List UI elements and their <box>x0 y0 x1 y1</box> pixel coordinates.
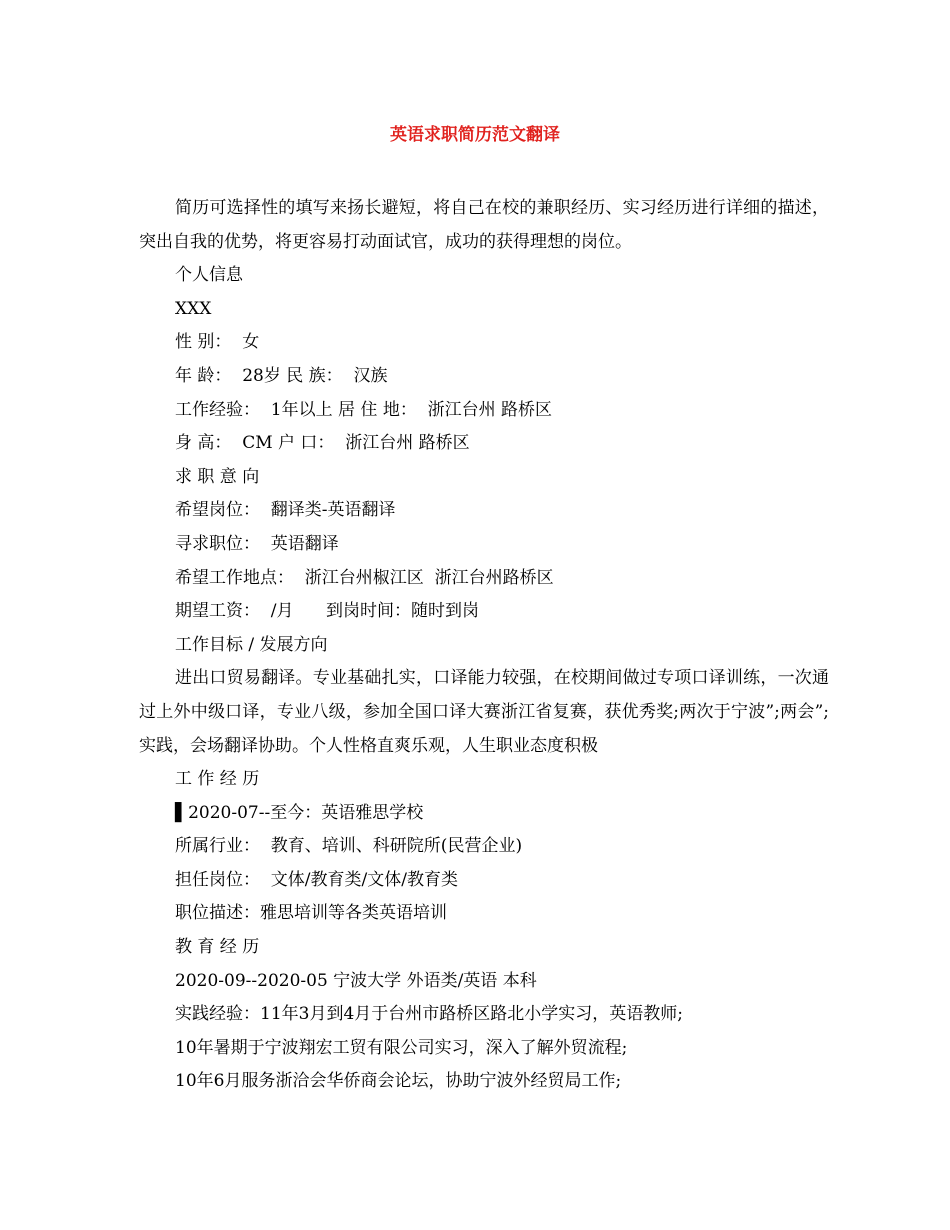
intro-paragraph: 简历可选择性的填写来扬长避短，将自己在校的兼职经历、实习经历进行详细的描述，突出自我的优势，将更容易打动面试官，成功的获得理想的岗位。 <box>139 198 829 252</box>
age-line: 年 龄： 28岁 民 族： 汉族 <box>175 365 388 386</box>
practice-line-2: 10年暑期于宁波翔宏工贸有限公司实习，深入了解外贸流程; <box>175 1037 628 1058</box>
name-line: XXX <box>175 298 212 319</box>
personal-info-heading: 个人信息 <box>175 265 243 286</box>
gender-line: 性 别： 女 <box>175 332 260 353</box>
job-line: ▌2020-07--至今：英语雅思学校 <box>175 802 424 823</box>
location-line: 希望工作地点： 浙江台州椒江区 浙江台州路桥区 <box>175 567 554 588</box>
goal-paragraph: 进出口贸易翻译。专业基础扎实，口译能力较强，在校期间做过专项口译训练，一次通过上外中级口译，专业八级，参加全国口译大赛浙江省复赛，获优秀奖;两次于宁波”;两会”;实践，会场翻译协助。个人性格直爽乐观，人生职业态度积极 <box>139 668 829 756</box>
industry-line: 所属行业： 教育、培训、科研院所(民营企业) <box>175 836 523 857</box>
post-line: 担任岗位： 文体/教育类/文体/教育类 <box>175 869 458 890</box>
seeking-post-line: 寻求职位： 英语翻译 <box>175 533 339 554</box>
education-line: 2020-09--2020-05 宁波大学 外语类/英语 本科 <box>175 970 537 991</box>
duty-line: 职位描述：雅思培训等各类英语培训 <box>175 903 447 924</box>
desired-post-line: 希望岗位： 翻译类-英语翻译 <box>175 500 396 521</box>
education-heading: 教 育 经 历 <box>175 937 260 958</box>
goal-heading: 工作目标 / 发展方向 <box>175 634 328 655</box>
work-heading: 工 作 经 历 <box>175 769 260 790</box>
salary-line: 期望工资： /月 到岗时间：随时到岗 <box>175 601 479 622</box>
document-body <box>139 192 829 1099</box>
document-title: 英语求职简历范文翻译 <box>390 125 560 145</box>
experience-line: 工作经验： 1年以上 居 住 地： 浙江台州 路桥区 <box>175 399 553 420</box>
practice-line-1: 实践经验：11年3月到4月于台州市路桥区路北小学实习，英语教师; <box>175 1004 683 1025</box>
practice-line-3: 10年6月服务浙洽会华侨商会论坛，协助宁波外经贸局工作; <box>175 1071 622 1092</box>
intent-heading: 求 职 意 向 <box>175 466 260 487</box>
height-line: 身 高： CM 户 口： 浙江台州 路桥区 <box>175 433 470 454</box>
